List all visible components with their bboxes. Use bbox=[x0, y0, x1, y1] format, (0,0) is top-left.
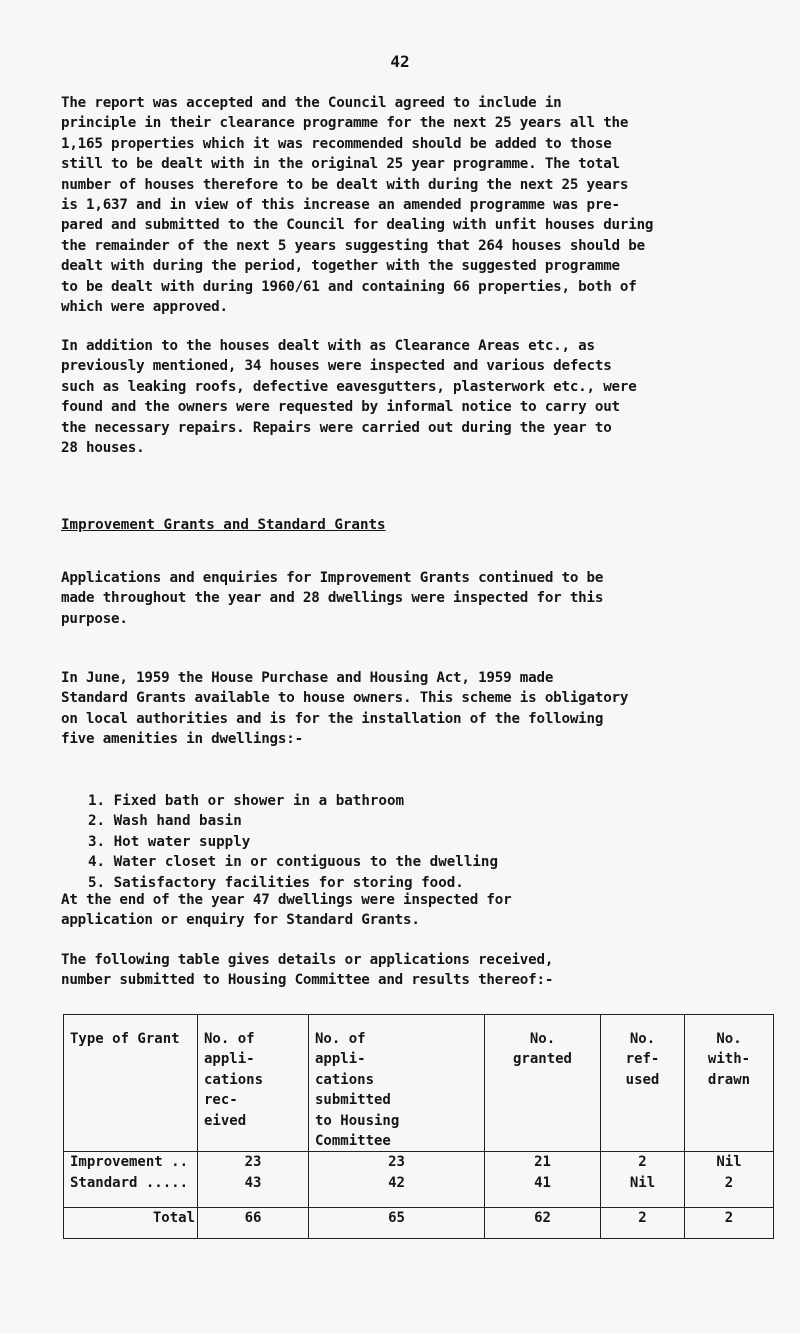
table-total-row bbox=[64, 1208, 774, 1239]
paragraph-improvement-grants: Applications and enquiries for Improvement Grants continued to be made throughout the year and 28 dwellings were inspected for this purpose. bbox=[61, 570, 604, 627]
cell-granted: 21 41 bbox=[485, 1152, 601, 1208]
header-refused: No. ref- used bbox=[601, 1015, 685, 1152]
table-header-row bbox=[64, 1015, 774, 1152]
list-item: 2. Wash hand basin bbox=[88, 813, 242, 830]
list-item: 5. Satisfactory facilities for storing food. bbox=[88, 874, 464, 891]
header-applications-received: No. of appli- cations rec- eived bbox=[198, 1015, 309, 1152]
paragraph-clearance-programme: The report was accepted and the Council agreed to include in principle in their clearance programme for the next 25 years all the 1,165 properties which it was recommended should be added to those still to be dealt with in the original 25 year programme. The total number of houses therefore to be dealt with during the next 25 years is 1,637 and in view of this increase an amended programme was pre- pared and submitted to the Council for dealing with unfit houses during the remainder of the next 5 years suggesting that 264 houses should be dealt with during the period, together with the suggested programme to be dealt with during 1960/61 and containing 66 properties, both of which were approved. bbox=[61, 95, 654, 316]
header-applications-submitted: No. of appli- cations submitted to Housing Committee bbox=[309, 1015, 485, 1152]
total-granted: 62 bbox=[485, 1208, 601, 1239]
list-item: 3. Hot water supply bbox=[88, 833, 251, 850]
header-type-of-grant: Type of Grant bbox=[64, 1015, 198, 1152]
total-refused: 2 bbox=[601, 1208, 685, 1239]
cell-withdrawn: Nil 2 bbox=[685, 1152, 774, 1208]
header-granted: No. granted bbox=[485, 1015, 601, 1152]
total-submitted: 65 bbox=[309, 1208, 485, 1239]
cell-received: 23 43 bbox=[198, 1152, 309, 1208]
section-heading: Improvement Grants and Standard Grants bbox=[61, 517, 386, 533]
page-number: 42 bbox=[390, 52, 410, 71]
total-received: 66 bbox=[198, 1208, 309, 1239]
paragraph-table-intro: The following table gives details or applications received, number submitted to Housing Committee and results thereof:- bbox=[61, 952, 554, 989]
total-withdrawn: 2 bbox=[685, 1208, 774, 1239]
total-label: Total bbox=[64, 1208, 198, 1239]
grants-table bbox=[63, 1014, 774, 1239]
list-item: 1. Fixed bath or shower in a bathroom bbox=[88, 793, 405, 809]
cell-refused: 2 Nil bbox=[601, 1152, 685, 1208]
cell-submitted: 23 42 bbox=[309, 1152, 485, 1208]
list-item: 4. Water closet in or contiguous to the dwelling bbox=[88, 854, 498, 871]
paragraph-standard-grants-act: In June, 1959 the House Purchase and Housing Act, 1959 made Standard Grants available to house owners. This scheme is obligatory on local authorities and is for the installation of the following five amenities in dwellings:- bbox=[61, 670, 629, 748]
paragraph-house-repairs: In addition to the houses dealt with as Clearance Areas etc., as previously mentioned, 34 houses were inspected and various defects such as leaking roofs, defective eavesgutters, plasterwork etc., were found and the owners were requested by informal notice to carry out the necessary repairs. Repairs were carried out during the year to 28 houses. bbox=[61, 338, 637, 457]
cell-type: Improvement .. Standard ..... bbox=[64, 1152, 198, 1208]
header-withdrawn: No. with- drawn bbox=[685, 1015, 774, 1152]
table-row bbox=[64, 1152, 774, 1208]
amenities-list bbox=[88, 791, 498, 893]
paragraph-dwellings-inspected: At the end of the year 47 dwellings were inspected for application or enquiry for Standard Grants. bbox=[61, 892, 512, 929]
